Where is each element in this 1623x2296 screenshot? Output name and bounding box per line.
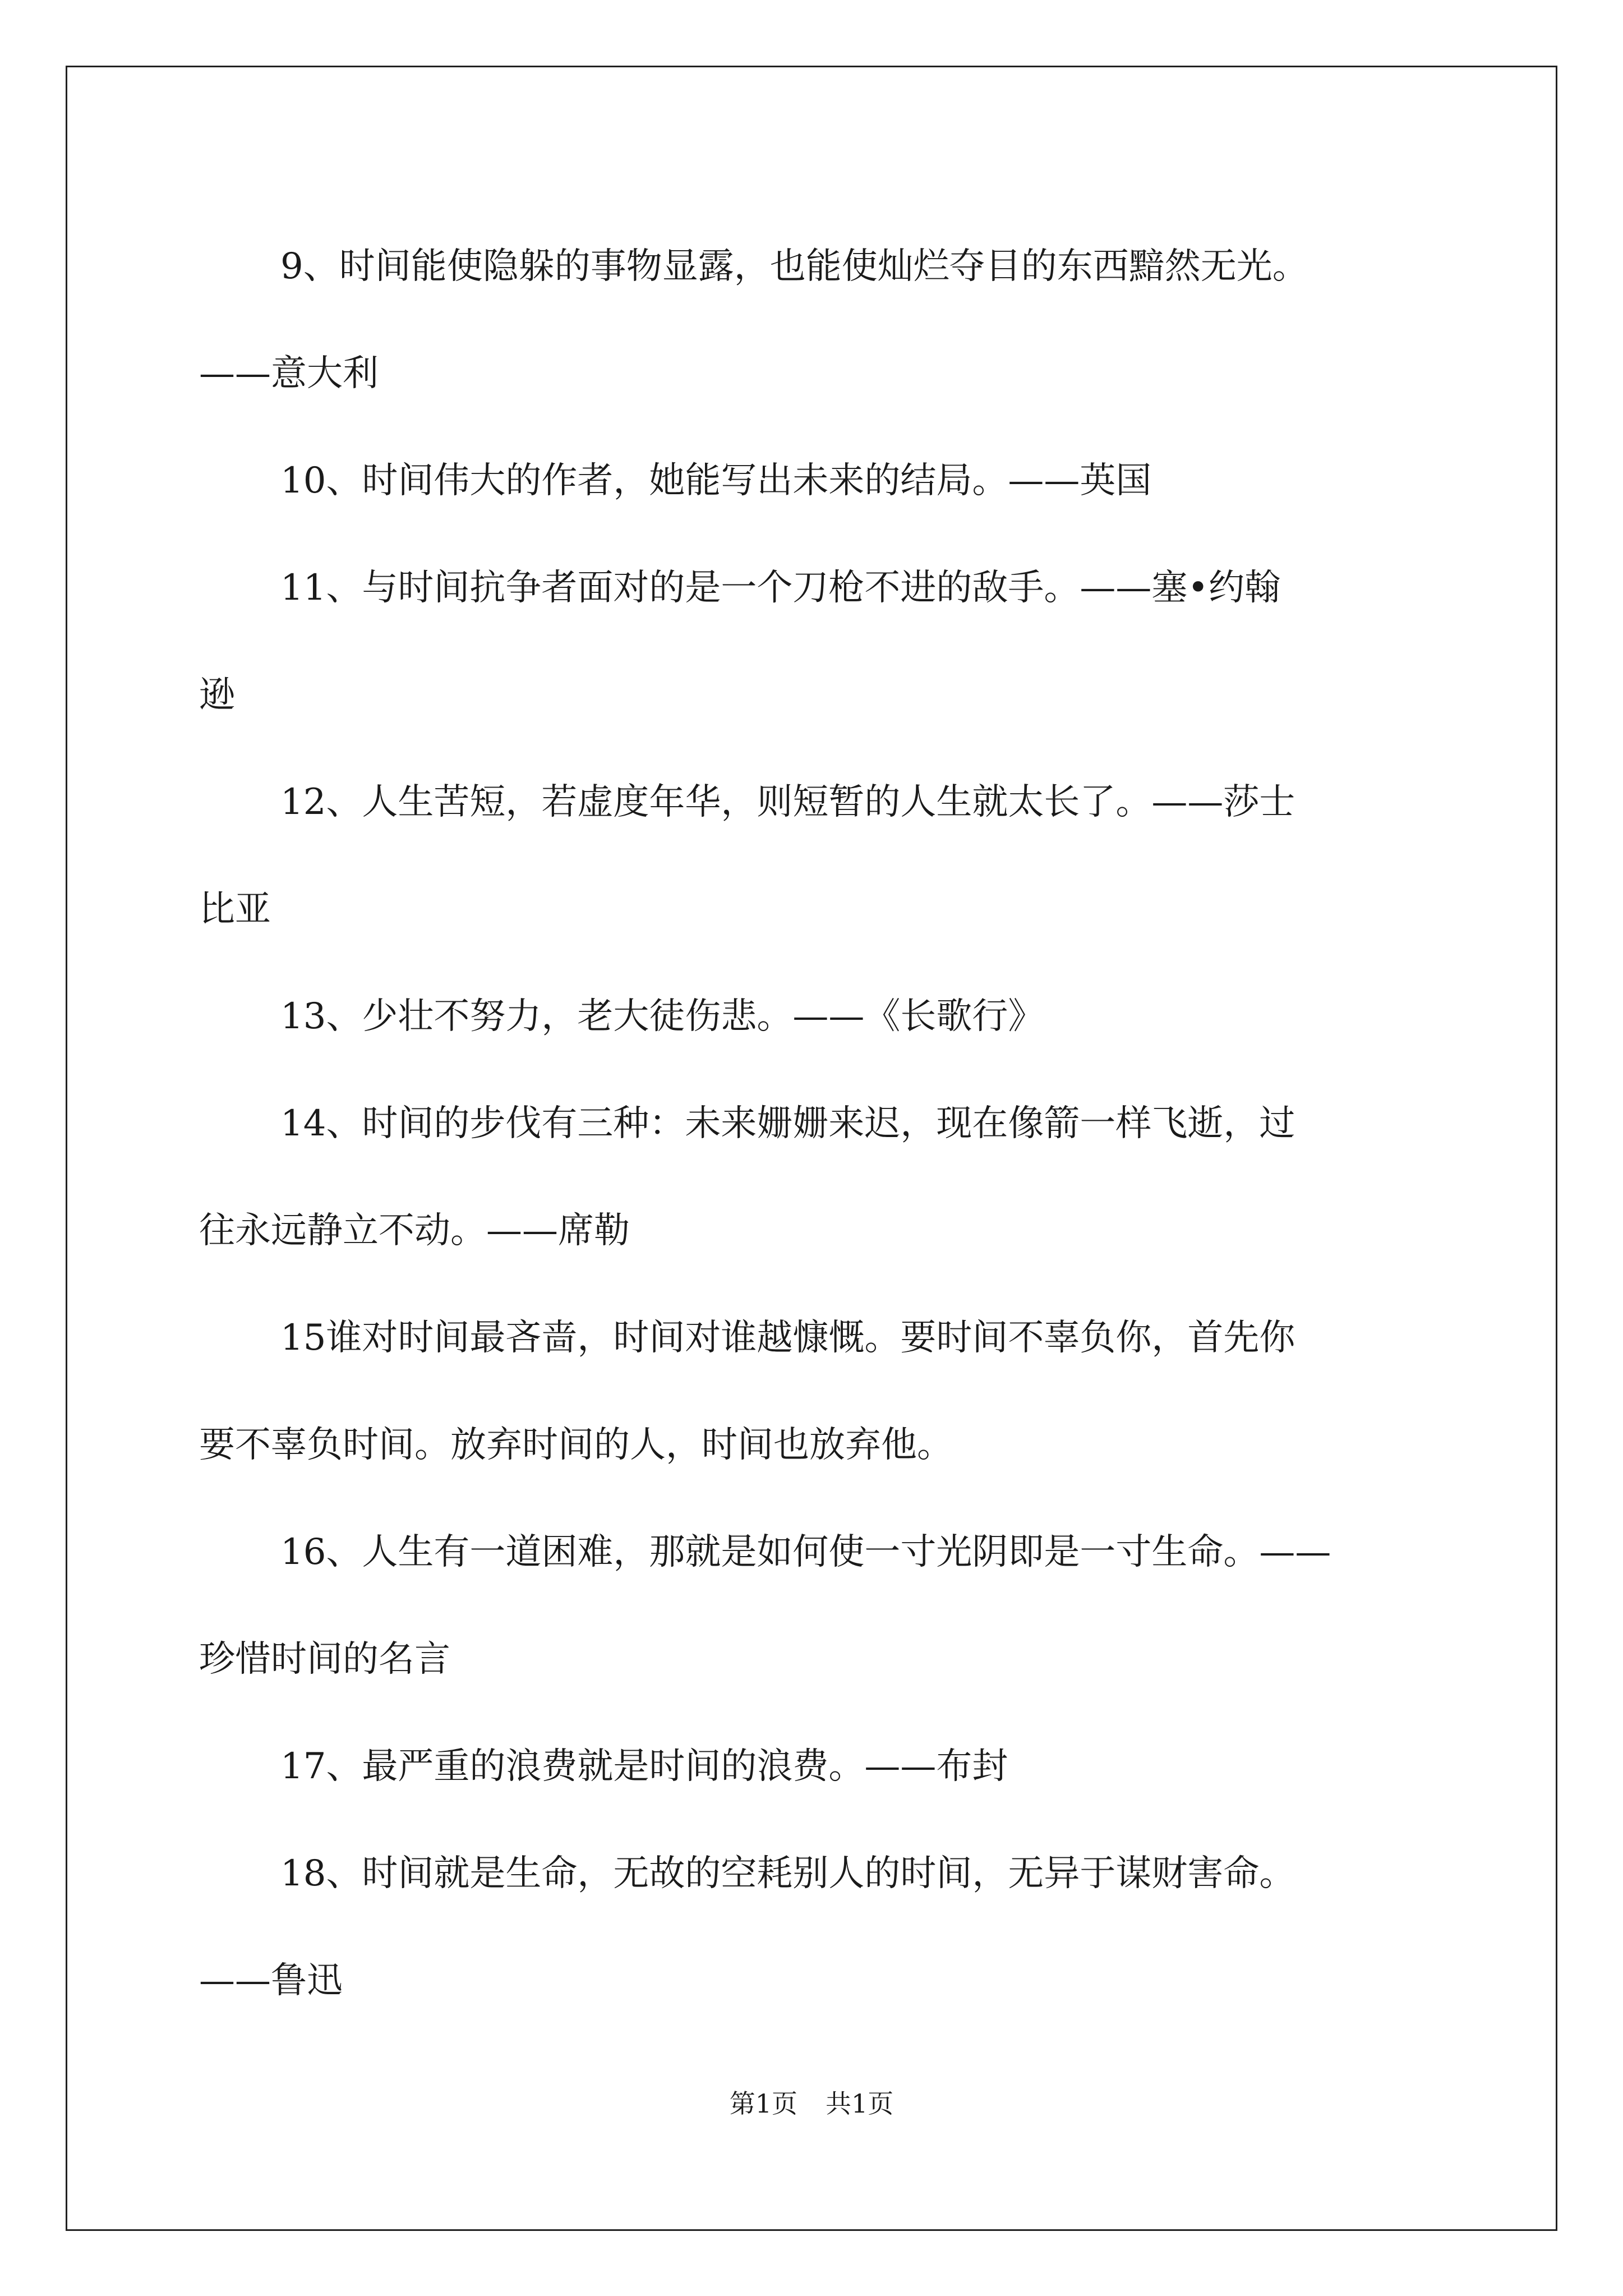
text-line: 9、时间能使隐躲的事物显露，也能使灿烂夺目的东西黯然无光。: [280, 246, 1308, 287]
text-line: 珍惜时间的名言: [199, 1639, 450, 1680]
document-body: [199, 213, 1433, 2035]
text-line: 往永远静立不动。——席勒: [199, 1210, 630, 1251]
page-total: 共1页: [826, 2088, 894, 2119]
page-footer: [0, 2087, 1623, 2120]
text-line: 比亚: [199, 889, 271, 930]
text-line: 逊: [199, 674, 235, 716]
text-line: 17、最严重的浪费就是时间的浪费。——布封: [280, 1746, 1008, 1787]
text-line: 12、人生苦短，若虚度年华，则短暂的人生就太长了。——莎士: [280, 781, 1295, 823]
text-line: 14、时间的步伐有三种：未来姗姗来迟，现在像箭一样飞逝，过: [280, 1103, 1295, 1144]
text-line: 18、时间就是生命，无故的空耗别人的时间，无异于谋财害命。: [280, 1853, 1295, 1894]
text-line: 16、人生有一道困难，那就是如何使一寸光阴即是一寸生命。——: [280, 1531, 1331, 1573]
text-line: 11、与时间抗争者面对的是一个刀枪不进的敌手。——塞•约翰: [280, 567, 1281, 609]
text-line: 10、时间伟大的作者，她能写出未来的结局。——英国: [280, 460, 1152, 501]
text-line: ——鲁迅: [199, 1960, 343, 2001]
text-line: 13、少壮不努力，老大徒伤悲。——《长歌行》: [280, 996, 1044, 1037]
page-number: 第1页: [729, 2088, 797, 2119]
text-line: ——意大利: [199, 353, 379, 394]
text-line: 15谁对时间最吝啬，时间对谁越慷慨。要时间不辜负你，首先你: [280, 1317, 1295, 1359]
text-line: 要不辜负时间。放弃时间的人，时间也放弃他。: [199, 1424, 953, 1466]
